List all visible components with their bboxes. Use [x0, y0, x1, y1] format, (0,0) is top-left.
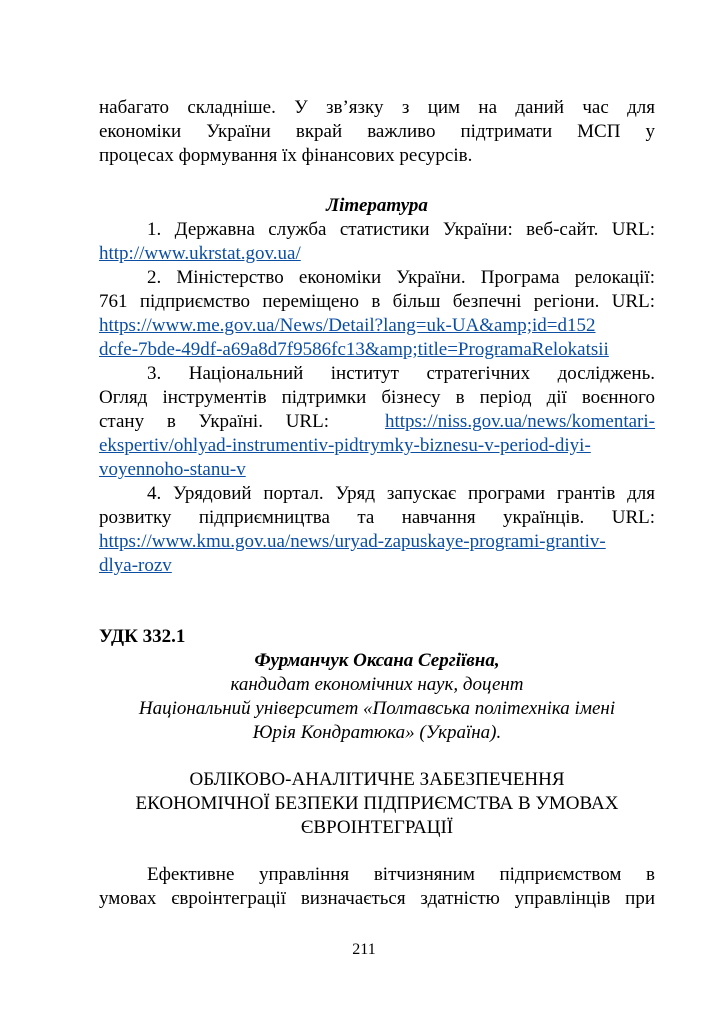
reference-3-line [99, 410, 655, 434]
author-affiliation: Юрія Кондратюка» (Україна). [252, 722, 502, 743]
reference-3-link[interactable] [99, 458, 655, 482]
author-degree: кандидат економічних наук, доцент [230, 674, 524, 695]
reference-2-url[interactable]: https://www.me.gov.ua/News/Detail?lang=uk-UA&amp;id=d152 [99, 315, 596, 336]
reference-3-text: стану в Україні. URL: [99, 411, 329, 432]
intro-line: процесах формування їх фінансових ресурсів. [99, 145, 473, 166]
intro-line: набагато складніше. У зв’язку з цим на даний час для [99, 97, 655, 118]
reference-2-line: 761 підприємство переміщено в більш безпечні регіони. URL: [99, 291, 655, 312]
article-title: ОБЛІКОВО-АНАЛІТИЧНЕ ЗАБЕЗПЕЧЕННЯ [189, 769, 565, 790]
article-title: ЄВРОІНТЕГРАЦІЇ [300, 817, 454, 838]
article-title: ЕКОНОМІЧНОЇ БЕЗПЕКИ ПІДПРИЄМСТВА В УМОВАХ [135, 793, 619, 814]
reference-2-url-cont[interactable]: dcfe-7bde-49df-a69a8d7f9586fc13&amp;title=ProgramaRelokatsii [99, 339, 609, 360]
reference-4-link[interactable] [99, 554, 655, 578]
reference-2-link[interactable] [99, 338, 655, 362]
intro-line: економіки України вкрай важливо підтримати МСП у [99, 121, 655, 142]
reference-3-link[interactable] [99, 434, 655, 458]
reference-4: 4. Урядовий портал. Уряд запускає програми грантів для [147, 483, 655, 504]
reference-4-link[interactable] [99, 530, 655, 554]
page-number: 211 [352, 941, 376, 958]
reference-3-url-cont[interactable]: ekspertiv/ohlyad-instrumentiv-pidtrymky-biznesu-v-period-diyi- [99, 435, 591, 456]
reference-3-line: Огляд інструментів підтримки бізнесу в період дії воєнного [99, 387, 655, 408]
reference-4-url-cont[interactable]: dlya-rozv [99, 555, 172, 576]
reference-4-url[interactable]: https://www.kmu.gov.ua/news/uryad-zapuskaye-programi-grantiv- [99, 531, 606, 552]
reference-3: 3. Національний інститут стратегічних досліджень. [147, 363, 655, 384]
reference-2-link[interactable] [99, 314, 655, 338]
references-heading: Література [326, 195, 428, 216]
udk-code: УДК 332.1 [99, 626, 186, 647]
reference-1-link[interactable] [99, 242, 655, 266]
reference-4-line: розвитку підприємництва та навчання українців. URL: [99, 507, 655, 528]
reference-3-url[interactable]: https://niss.gov.ua/news/komentari- [384, 411, 655, 432]
reference-1-url[interactable]: http://www.ukrstat.gov.ua/ [99, 243, 301, 264]
author-name: Фурманчук Оксана Сергіївна, [254, 650, 500, 671]
body-paragraph: Ефективне управління вітчизняним підприємством в [147, 864, 655, 885]
reference-3-url-end[interactable]: voyennoho-stanu-v [99, 459, 246, 480]
body-paragraph: умовах євроінтеграції визначається здатністю управлінців при [99, 888, 655, 909]
reference-2: 2. Міністерство економіки України. Програма релокації: [147, 267, 655, 288]
author-affiliation: Національний університет «Полтавська політехніка імені [138, 698, 616, 719]
reference-1: 1. Державна служба статистики України: веб-сайт. URL: [147, 219, 655, 240]
